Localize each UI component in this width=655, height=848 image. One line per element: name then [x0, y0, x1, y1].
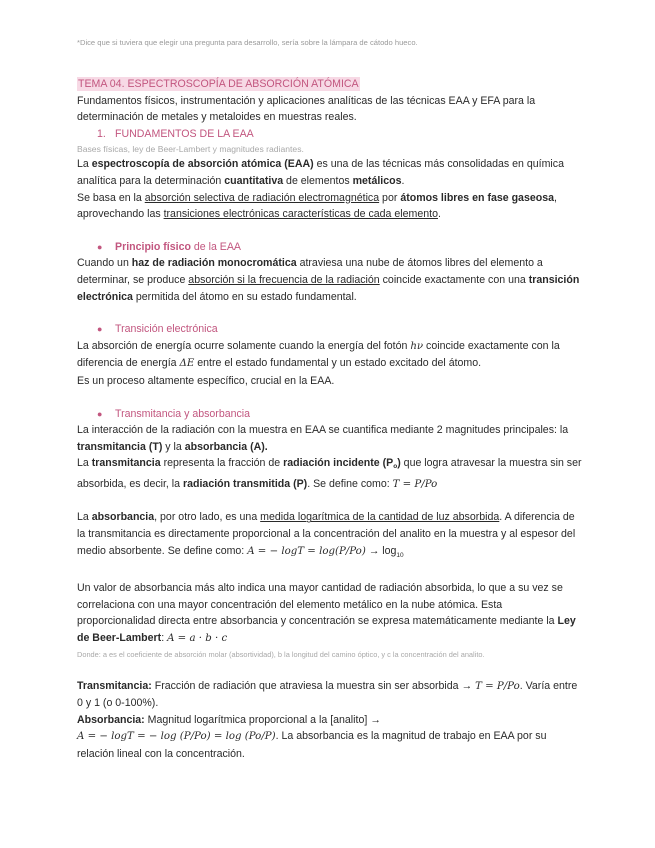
underlined-text: transiciones electrónicas características de cada elemento: [163, 208, 438, 221]
top-note: *Dice que si tuviera que elegir una pregunta para desarrollo, sería sobre la lámpara de cátodo hueco.: [77, 38, 418, 47]
section-title: FUNDAMENTOS DE LA EAA: [115, 127, 254, 140]
page-title: TEMA 04. ESPECTROSCOPÍA DE ABSORCIÓN ATÓMICA: [78, 78, 359, 90]
bold-text: cuantitativa: [224, 174, 284, 187]
text: La: [77, 457, 92, 470]
bold-text: transición electrónica: [77, 273, 580, 303]
section-heading: [77, 126, 582, 143]
paragraph-principio: [77, 255, 582, 305]
text: coincide exactamente con la diferencia de energía: [77, 339, 560, 370]
paragraph-magnitudes: [77, 422, 582, 455]
subscript: 10: [396, 551, 404, 559]
text: .: [437, 208, 441, 221]
formula-transmitancia: T = P/Po: [392, 478, 438, 490]
text: coincide exactamente con una: [379, 273, 529, 286]
section-number: 1.: [97, 127, 106, 140]
text: . La absorbancia es la magnitud de trabajo en EAA por su relación lineal con la concentración.: [77, 730, 547, 760]
text: permitida del átomo en su estado fundamental.: [132, 290, 357, 303]
text: Se basa en la: [77, 191, 145, 204]
bullet-text: Transmitancia y absorbancia: [115, 407, 251, 420]
text: Cuando un: [77, 257, 132, 270]
text: entre el estado fundamental y un estado excitado del átomo.: [194, 357, 482, 370]
bullet-transicion: [77, 321, 582, 338]
formula-beer-lambert: A = a · b · c: [167, 633, 228, 645]
text: representa la fracción de: [160, 457, 284, 470]
bold-label: Absorbancia:: [77, 713, 145, 726]
text: por: [379, 191, 401, 204]
paragraph-especifico: Es un proceso altamente específico, crucial en la EAA.: [77, 374, 335, 387]
bold-text: ): [397, 457, 401, 470]
math-delta-e: ΔE: [179, 358, 195, 370]
bullet-bold: Principio físico: [115, 240, 191, 253]
underlined-text: absorción si la frecuencia de la radiación: [188, 273, 380, 286]
bold-label: Transmitancia:: [77, 679, 152, 692]
bold-text: transmitancia: [91, 457, 161, 470]
text: que logra atravesar la muestra sin ser absorbida, es decir, la: [77, 457, 582, 490]
text: Un valor de absorbancia más alto indica una mayor cantidad de radiación absorbida, lo que a su vez se correlaciona con una mayor concentración del elemento metálico en la nube atómica. Esta proporcionalidad directa entre absorbancia y concentración se expresa matemáticamente mediante la: [77, 582, 563, 628]
paragraph-transmitancia: [77, 455, 582, 493]
underlined-text: absorción selectiva de radiación electromagnética: [144, 191, 380, 204]
underlined-text: medida logarítmica de la cantidad de luz absorbida: [260, 511, 500, 524]
section-subtitle: Bases físicas, ley de Beer-Lambert y magnitudes radiantes.: [77, 144, 304, 155]
text: es una de las técnicas más consolidadas en química analítica para la determinación: [77, 158, 564, 187]
text: La interacción de la radiación con la muestra en EAA se cuantifica mediante 2 magnitudes principales: la: [77, 424, 569, 437]
bullet-principio-fisico: [77, 239, 582, 256]
text: :: [161, 632, 168, 645]
paragraph-absorbancia: [77, 509, 582, 564]
text: de elementos: [283, 174, 353, 187]
bullet-transmitancia: [77, 406, 582, 423]
text: . A diferencia de la transmitancia es directamente proporcional a la concentración del analito en la muestra y al espesor del medio absorbente. Se define como:: [77, 511, 576, 557]
document-content: [77, 76, 582, 763]
text: La absorción de energía ocurre solamente cuando la energía del fotón: [77, 339, 411, 352]
bold-text: absorbancia: [91, 511, 155, 524]
subscript: o: [393, 463, 398, 471]
bold-text: radiación transmitida (P): [183, 477, 308, 490]
bold-text: metálicos: [352, 174, 402, 187]
bold-text: haz de radiación monocromática: [131, 257, 297, 270]
formula-transmitancia-summary: T = P/Po: [475, 680, 520, 692]
text: , aprovechando las: [77, 191, 557, 221]
paragraph-eaa-definition: [77, 156, 582, 189]
text: atraviesa una nube de átomos libres del elemento a determinar, se produce: [77, 257, 543, 286]
paragraph-summary-absorbancia: [77, 712, 582, 763]
text: .: [401, 174, 405, 187]
bold-text: átomos libres en fase gaseosa: [400, 191, 554, 204]
bold-text: espectroscopía de absorción atómica (EAA): [91, 158, 314, 171]
formula-absorbancia-summary: A = − logT = − log (P/Po) = log (Po/P): [77, 731, 276, 743]
beer-lambert-note: Donde: a es el coeficiente de absorción molar (absortividad), b la longitud del camino óptico, y c la concentración del analito.: [77, 649, 485, 659]
math-hv: hν: [410, 340, 424, 352]
text: La: [77, 158, 92, 171]
bullet-dot-icon: ●: [97, 324, 103, 335]
text: → log: [365, 544, 397, 557]
paragraph-transicion: [77, 338, 582, 373]
bold-text: radiación incidente (P: [283, 457, 394, 470]
intro-paragraph: Fundamentos físicos, instrumentación y aplicaciones analíticas de las técnicas EAA y EFA para la determinación de metales y metaloides en muestras reales.: [77, 94, 536, 124]
text: , por otro lado, es una: [154, 511, 261, 524]
paragraph-eaa-basis: [77, 190, 582, 223]
bold-text: absorbancia (A).: [184, 440, 268, 453]
text: Fracción de radiación que atraviesa la muestra sin ser absorbida →: [151, 679, 476, 692]
bullet-dot-icon: ●: [97, 241, 103, 252]
paragraph-summary-transmitancia: [77, 678, 582, 712]
bullet-text: de la EAA: [190, 240, 241, 253]
formula-absorbancia: A = − logT = log(P/Po): [247, 545, 366, 557]
bold-text: Ley de Beer-Lambert: [77, 615, 576, 645]
paragraph-beer-lambert: [77, 580, 582, 647]
text: . Varía entre 0 y 1 (o 0-100%).: [77, 679, 578, 710]
text: y la: [162, 440, 185, 453]
text: La: [77, 511, 92, 524]
text: Magnitud logarítmica proporcional a la [analito] →: [144, 713, 381, 726]
bullet-text: Transición electrónica: [115, 323, 218, 336]
bullet-dot-icon: ●: [97, 408, 103, 419]
bold-text: transmitancia (T): [77, 440, 163, 453]
text: . Se define como:: [307, 477, 393, 490]
